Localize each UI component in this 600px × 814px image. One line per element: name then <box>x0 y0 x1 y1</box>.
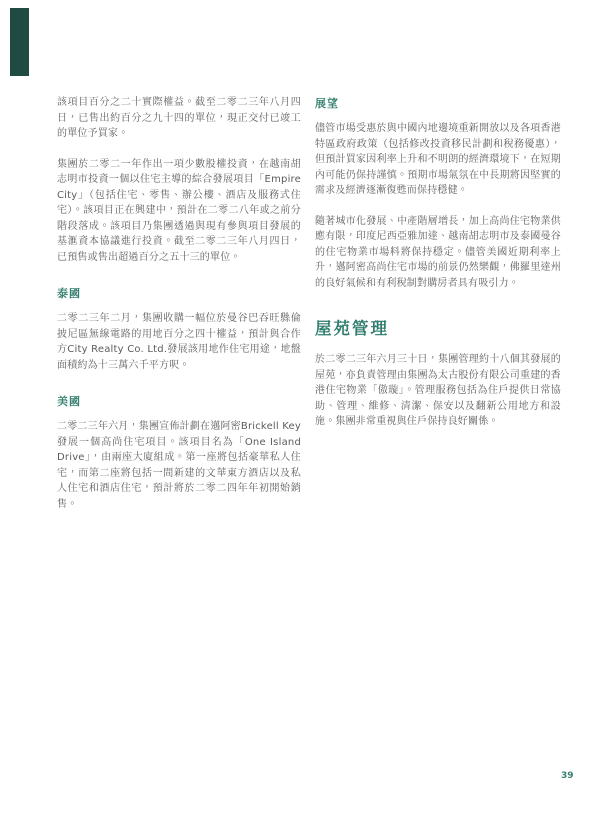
page-corner-marker <box>10 8 29 76</box>
right-column <box>315 95 561 445</box>
thailand-paragraph: 二零二三年二月，集團收購一幅位於曼谷巴吞旺縣倫披尼區無線電路的用地百分之四十權益，預計與合作方City Realty Co. Ltd.發展該用地作住宅用途，地盤面積約為十三萬六千平方呎。 <box>57 313 301 371</box>
intro-paragraph-2: 集團於二零二一年作出一項少數股權投資，在越南胡志明市投資一個以住宅主導的綜合發展項目「Empire City」（包括住宅、零售、辦公樓、酒店及服務式住宅）。該項目正在興建中，預計在二零二八年或之前分階段落成。該項目乃集團透過與現有參與項目發展的基滙資本協議進行投資。截至二零二三年八月四日，已預售或售出超過百分之五十三的單位。 <box>57 158 301 263</box>
section-heading-thailand: 泰國 <box>57 287 81 300</box>
estate-management-paragraph: 於二零二三年六月三十日，集團管理約十八個其發展的屋苑，亦負責管理由集團為太古股份有限公司重建的香港住宅物業「傲璇」。管理服務包括為住戶提供日常協助、管理、維修、清潔、保安以及翻新公用地方和設施。集團非常重視與住戶保持良好關係。 <box>315 354 561 427</box>
outlook-paragraph-2: 隨著城市化發展、中產階層增長，加上高尚住宅物業供應有限，印度尼西亞雅加達、越南胡志明市及泰國曼谷的住宅物業市場料將保持穩定。儘管美國近期利率上升，邁阿密高尚住宅市場的前景仍然樂觀，佛羅里達州的良好氣候和有利稅制對購房者具有吸引力。 <box>315 215 561 289</box>
intro-paragraph-1: 該項目百分之二十實際權益。截至二零二三年八月四日，已售出約百分之九十四的單位，現正交付已竣工的單位予買家。 <box>57 97 301 139</box>
outlook-paragraph-1: 儘管市場受惠於與中國內地邊境重新開放以及各項香港特區政府政策（包括修改投資移民計劃和稅務優惠），但預計買家因利率上升和不明朗的經濟環境下，在短期內可能仍保持謹慎。預期市場氣氛在中長期將因堅實的需求及經濟逐漸復甦而保持穩健。 <box>315 123 561 196</box>
usa-paragraph: 二零二三年六月，集團宣佈計劃在邁阿密Brickell Key發展一個高尚住宅項目。該項目名為「One Island Drive」，由兩座大廈組成。第一座將包括豪華私人住宅，而第二座將包括一間新建的文華東方酒店以及私人住宅和酒店住宅，預計將於二零二四年年初開始銷售。 <box>57 421 301 510</box>
section-heading-estate-management: 屋苑管理 <box>315 319 389 338</box>
left-column <box>57 95 301 527</box>
page-number: 39 <box>561 771 574 781</box>
section-heading-usa: 美國 <box>57 395 81 408</box>
section-heading-outlook: 展望 <box>315 97 339 110</box>
